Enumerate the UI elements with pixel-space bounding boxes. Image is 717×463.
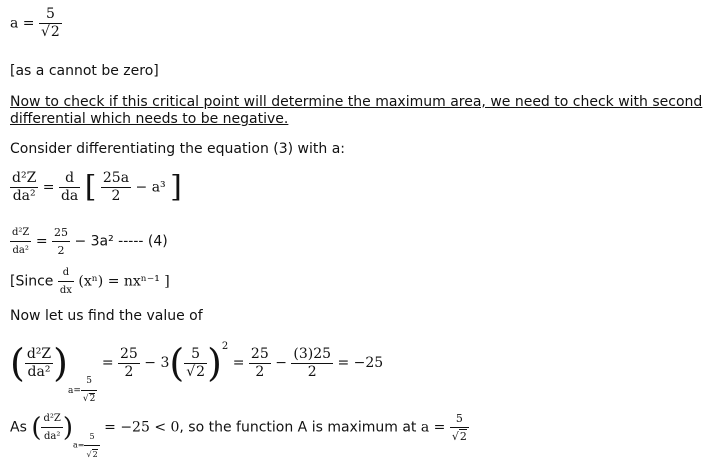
inner-right-paren: ) [207,341,222,385]
d-over-da [59,170,80,205]
root-sign: √ [451,430,459,443]
denominator [184,364,207,381]
denominator: da² [12,188,36,204]
denominator [39,24,62,41]
denominator [81,391,97,408]
numerator: d²Z [26,345,52,362]
denominator: da² [27,363,51,380]
denominator: 2 [111,188,121,204]
denominator: da [60,188,79,204]
equals-2: = [232,355,245,371]
root-sign: √ [40,24,50,40]
result-minus-25: = −25 [337,355,384,371]
a-equals: a = [420,419,446,436]
minus-3a-squared-label: − 3a² ----- (4) [74,233,168,250]
fraction-5-over-root2 [39,6,62,41]
numerator: 25 [52,224,70,242]
fraction-5-over-root2 [450,410,469,445]
sub-label: a= [73,440,85,450]
numerator: 5 [39,6,62,24]
root-sign: √ [186,363,196,380]
inner-left-paren: ( [169,341,185,385]
sub-fraction [84,428,99,463]
sub-fraction [81,373,97,408]
equals: = [42,179,55,196]
d2z-over-da2 [10,170,38,205]
denominator: dx [59,285,72,296]
denominator: 2 [124,363,134,380]
numerator: 5 [81,373,97,391]
consider-text: Consider differentiating the equation (3) with a: [10,141,345,157]
denominator: da² [43,431,61,442]
denominator [450,428,469,445]
minus-a-cubed: − a³ [135,179,166,196]
numerator: d [59,170,80,188]
numerator: 5 [84,428,99,446]
minus-3: − 3 [144,355,170,371]
minus-sign: − [275,355,287,371]
right-bracket: ] [170,169,182,205]
left-paren: ( [10,341,25,385]
numerator: (3)25 [293,345,332,362]
paragraph-line-2: differential which needs to be negative. [10,111,289,127]
denominator: da² [12,245,29,256]
5-over-root2 [184,346,207,381]
25a-over-2 [101,170,131,205]
numerator: d²Z [10,224,31,242]
equation-4 [10,224,168,259]
second-derivative-expression [10,170,182,205]
since-rule [10,264,170,299]
denominator: 2 [307,363,317,380]
a-equals: a = [10,15,35,32]
derivative-at-point [31,412,99,459]
numerator: d²Z [41,410,62,428]
left-bracket: [ [84,169,97,205]
find-value-text: Now let us find the value of [10,308,203,324]
since-label: [Since [10,273,54,290]
root-sign: √ [86,450,92,459]
note-nonzero: [as a cannot be zero] [10,63,159,79]
square-exponent: 2 [221,341,229,352]
25-over-2-b [249,346,271,381]
radicand: 2 [196,363,206,380]
denominator: 2 [255,363,265,380]
conclusion-text: , so the function A is maximum at [179,419,417,436]
25-over-2-a [118,346,140,381]
radicand: 2 [459,430,467,443]
equation-a-value [10,6,62,41]
underlined-paragraph [10,94,702,128]
d2z-over-da2-small [41,410,62,445]
evaluation-subscript [73,428,100,463]
power-rule: (xⁿ) = nxⁿ⁻¹ ] [78,273,170,290]
conclusion-line [10,410,469,463]
equals: = [35,233,48,250]
25-over-2 [52,224,70,259]
denominator [84,446,99,463]
denominator: 2 [57,244,65,257]
left-paren: ( [31,412,42,443]
value-less-than-zero: = −25 < 0 [104,419,180,436]
evaluation-expression [10,338,384,404]
right-paren: ) [62,412,73,443]
numerator: 5 [450,410,469,428]
equals-1: = [101,355,114,371]
d2z-over-da2-small [10,224,31,259]
right-paren: ) [53,341,68,385]
d2z-over-da2 [25,346,53,381]
numerator: d²Z [12,170,37,186]
numerator: d [58,264,74,282]
radicand: 2 [89,394,96,404]
paragraph-line-1: Now to check if this critical point will determine the maximum area, we need to check with second [10,94,703,110]
numerator: 25 [120,345,138,362]
3-25-over-2 [291,346,333,381]
radicand: 2 [92,450,98,459]
root-sign: √ [82,394,89,404]
evaluation-subscript [68,373,97,408]
d-over-dx [58,264,74,299]
numerator: 5 [184,346,207,364]
sub-label: a= [67,386,81,396]
radicand: 2 [50,24,60,40]
numerator: 25 [250,345,269,362]
numerator: 25a [102,170,130,186]
as-label: As [10,419,27,436]
